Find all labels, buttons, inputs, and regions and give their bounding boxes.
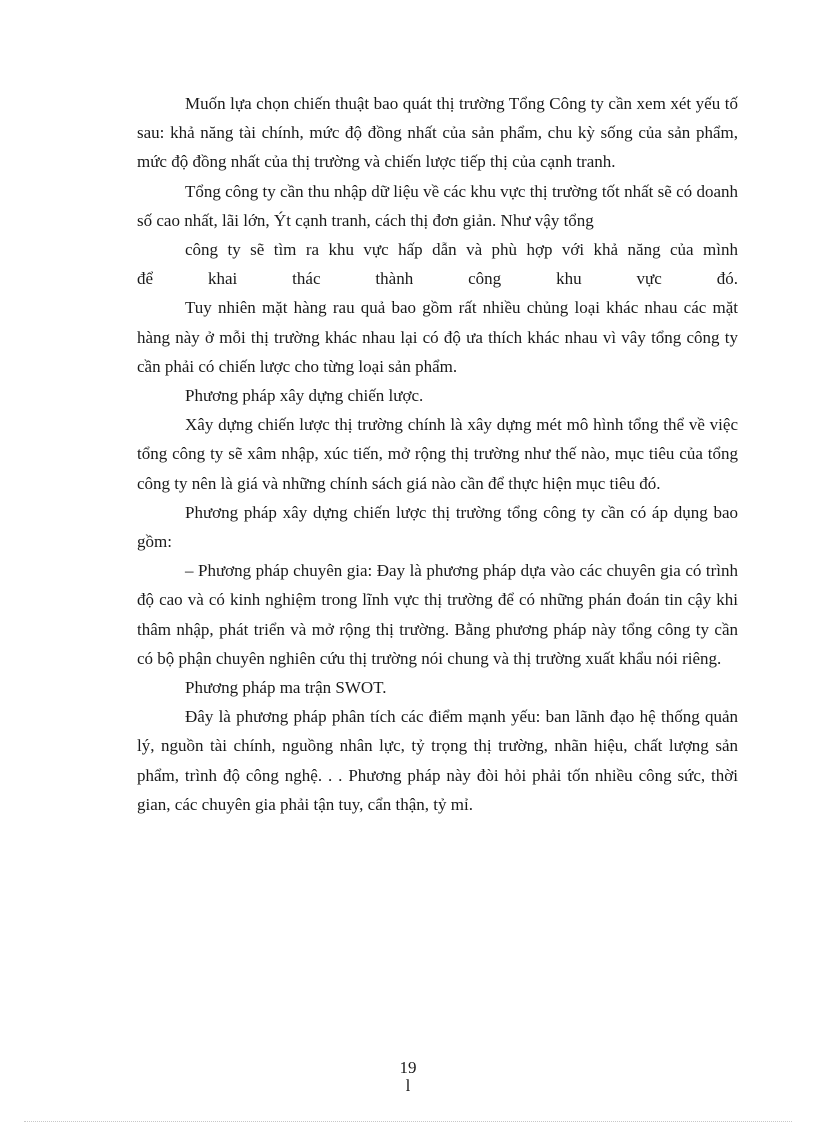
paragraph-9: – Phương pháp chuyên gia: Đay là phương pháp dựa vào các chuyên gia có trình độ cao và có kinh nghiệm trong lĩnh vực thị trường để có những phán đoán tin cậy khi thâm nhập, phát triển và mở rộng thị trường. Bằng phương pháp này tổng công ty cần có bộ phận chuyên nghiên cứu thị trường nói chung và thị trường xuất khẩu nói riêng.	[137, 561, 738, 668]
paragraph-4: để khai thác thành công khu vực đó.	[137, 269, 738, 289]
page-bottom-rule	[24, 1121, 792, 1122]
paragraph-1: Muốn lựa chọn chiến thuật bao quát thị trường Tổng Công ty cần xem xét yếu tố sau: khả năng tài chính, mức độ đồng nhất của sản phẩm, chu kỳ sống của sản phẩm, mức độ đồng nhất của thị trường và chiến lược tiếp thị của cạnh tranh.	[137, 94, 738, 172]
paragraph-11: Đây là phương pháp phân tích các điểm mạnh yếu: ban lãnh đạo hệ thống quản lý, nguồn tài chính, nguồng nhân lực, tỷ trọng thị trường, nhãn hiệu, chất lượng sản phẩm, trình độ công nghệ. . . Phương pháp này đòi hỏi phải tốn nhiều công sức, thời gian, các chuyên gia phải tận tuy, cẩn thận, tỷ mỉ.	[137, 707, 738, 814]
page-number: 19	[399, 1058, 417, 1077]
paragraph-5: Tuy nhiên mặt hàng rau quả bao gồm rất nhiều chủng loại khác nhau các mặt hàng này ở mỗi thị trường khác nhau lại có độ ưa thích khác nhau vì vây tổng công ty cần phải có chiến lược cho từng loại sản phẩm.	[137, 298, 738, 376]
body-text	[137, 89, 738, 819]
paragraph-3: công ty sẽ tìm ra khu vực hấp dẫn và phù hợp với khả năng của mình	[185, 240, 738, 260]
paragraph-10: Phương pháp ma trận SWOT.	[185, 678, 387, 698]
paragraph-2: Tổng công ty cần thu nhập dữ liệu về các khu vực thị trường tốt nhất sẽ có doanh số cao nhất, lãi lớn, Ýt cạnh tranh, cách thị đơn giản. Như vậy tổng	[137, 181, 738, 230]
paragraph-6: Phương pháp xây dựng chiến lược.	[185, 386, 424, 406]
page-sub-mark: l	[405, 1076, 411, 1095]
paragraph-7: Xây dựng chiến lược thị trường chính là xây dựng mét mô hình tổng thể về việc tổng công ty sẽ xâm nhập, xúc tiến, mở rộng thị trường như thế nào, mục tiêu của tổng công ty nên là giá và những chính sách giá nào cần để thực hiện mục tiêu đó.	[137, 415, 738, 493]
paragraph-8: Phương pháp xây dựng chiến lược thị trường tổng công ty cần có áp dụng bao gồm:	[137, 502, 738, 552]
